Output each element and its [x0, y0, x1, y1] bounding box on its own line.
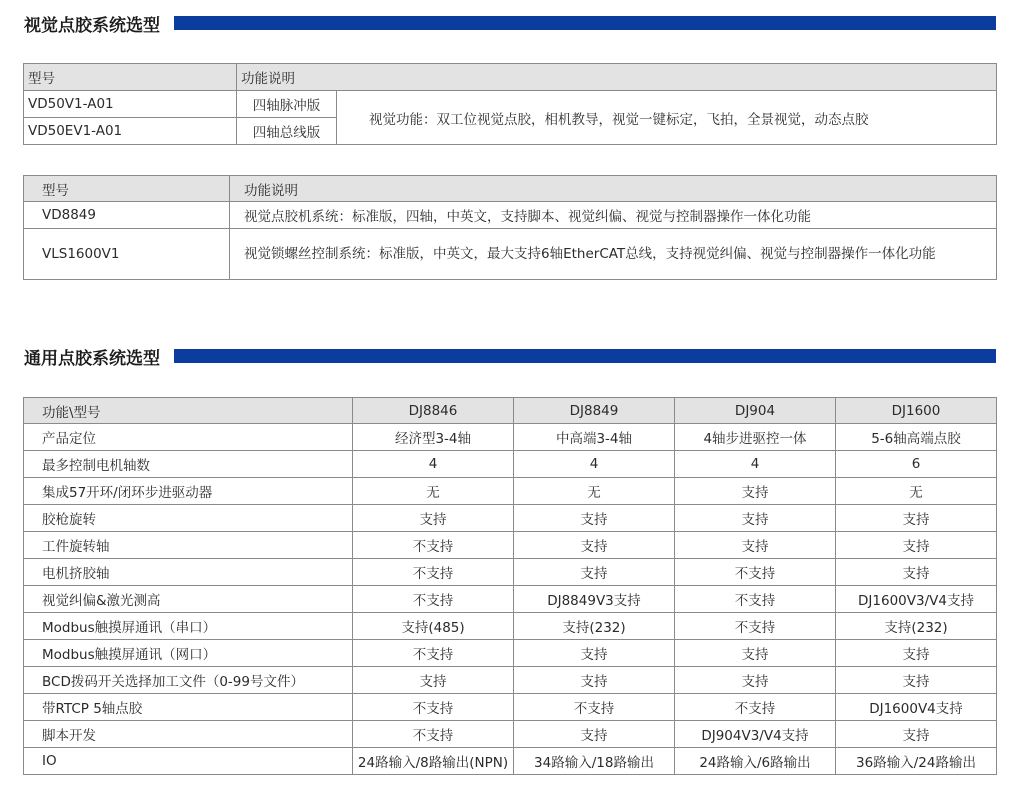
model-cell: VLS1600V1 [24, 229, 230, 280]
vision-table-1 [23, 63, 997, 145]
model-cell: VD50EV1-A01 [24, 118, 237, 145]
header-function: 功能说明 [230, 176, 997, 202]
dj1600-cell: 36路输入/24路输出 [836, 748, 997, 775]
desc-cell: 视觉锁螺丝控制系统：标准版，中英文，最大支持6轴EtherCAT总线，支持视觉纠偏、视觉与控制器操作一体化功能 [230, 229, 997, 280]
dj904-cell: 支持 [675, 667, 836, 694]
dj8849-cell: DJ8849V3支持 [514, 586, 675, 613]
dj8846-cell: 经济型3-4轴 [353, 424, 514, 451]
desc-cell: 视觉点胶机系统：标准版，四轴，中英文，支持脚本、视觉纠偏、视觉与控制器操作一体化功能 [230, 202, 997, 229]
dj1600-cell: 支持 [836, 667, 997, 694]
feature-cell: BCD拨码开关选择加工文件（0-99号文件） [24, 667, 353, 694]
general-section-title-text: 通用点胶系统选型 [24, 348, 160, 369]
dj904-cell: 支持 [675, 505, 836, 532]
table-row [24, 202, 997, 229]
dj8846-cell: 无 [353, 478, 514, 505]
table-row [24, 748, 997, 775]
dj8846-cell: 支持 [353, 505, 514, 532]
table-row [24, 451, 997, 478]
general-section-title [24, 343, 996, 369]
feature-cell: 胶枪旋转 [24, 505, 353, 532]
dj904-cell: 不支持 [675, 586, 836, 613]
dj1600-cell: 支持(232) [836, 613, 997, 640]
feature-cell: Modbus触摸屏通讯（串口） [24, 613, 353, 640]
table-row [24, 91, 997, 118]
dj1600-cell: 支持 [836, 532, 997, 559]
dj8849-cell: 34路输入/18路输出 [514, 748, 675, 775]
title-bar-decoration [174, 16, 996, 30]
dj904-cell: 支持 [675, 478, 836, 505]
dj1600-cell: 支持 [836, 505, 997, 532]
feature-cell: 视觉纠偏&激光测高 [24, 586, 353, 613]
dj8849-cell: 不支持 [514, 694, 675, 721]
feature-cell: IO [24, 748, 353, 775]
dj8846-cell: 不支持 [353, 586, 514, 613]
dj904-cell: 支持 [675, 532, 836, 559]
vision-section-title-text: 视觉点胶系统选型 [24, 15, 160, 36]
table-row [24, 694, 997, 721]
table-row [24, 229, 997, 280]
table-row [24, 505, 997, 532]
header-dj8846: DJ8846 [353, 398, 514, 424]
dj904-cell: 4 [675, 451, 836, 478]
dj8849-cell: 支持 [514, 640, 675, 667]
header-model: 型号 [24, 176, 230, 202]
feature-cell: 集成57开环/闭环步进驱动器 [24, 478, 353, 505]
dj8849-cell: 支持 [514, 532, 675, 559]
dj904-cell: DJ904V3/V4支持 [675, 721, 836, 748]
table-header-row [24, 398, 997, 424]
header-model: 型号 [24, 64, 237, 91]
dj8849-cell: 支持(232) [514, 613, 675, 640]
dj8849-cell: 中高端3-4轴 [514, 424, 675, 451]
model-cell: VD50V1-A01 [24, 91, 237, 118]
dj904-cell: 不支持 [675, 613, 836, 640]
table-row [24, 586, 997, 613]
header-dj904: DJ904 [675, 398, 836, 424]
type-cell: 四轴总线版 [237, 118, 337, 145]
table-header-row [24, 64, 997, 91]
header-dj8849: DJ8849 [514, 398, 675, 424]
dj904-cell: 24路输入/6路输出 [675, 748, 836, 775]
dj8846-cell: 支持 [353, 667, 514, 694]
dj904-cell: 不支持 [675, 559, 836, 586]
dj8846-cell: 不支持 [353, 532, 514, 559]
dj8846-cell: 4 [353, 451, 514, 478]
shared-desc-cell: 视觉功能：双工位视觉点胶，相机教导，视觉一键标定，飞拍，全景视觉，动态点胶 [337, 91, 997, 145]
dj8849-cell: 无 [514, 478, 675, 505]
dj8846-cell: 支持(485) [353, 613, 514, 640]
dj8849-cell: 支持 [514, 721, 675, 748]
table-row [24, 667, 997, 694]
vision-section-title [24, 10, 996, 36]
title-bar-decoration [174, 349, 996, 363]
general-comparison-table [23, 397, 997, 775]
dj1600-cell: 5-6轴高端点胶 [836, 424, 997, 451]
dj1600-cell: 6 [836, 451, 997, 478]
dj1600-cell: 支持 [836, 559, 997, 586]
table-row [24, 559, 997, 586]
dj8849-cell: 支持 [514, 667, 675, 694]
feature-cell: 产品定位 [24, 424, 353, 451]
dj8846-cell: 不支持 [353, 640, 514, 667]
dj904-cell: 4轴步进驱控一体 [675, 424, 836, 451]
feature-cell: Modbus触摸屏通讯（网口） [24, 640, 353, 667]
table-row [24, 532, 997, 559]
table-row [24, 478, 997, 505]
feature-cell: 带RTCP 5轴点胶 [24, 694, 353, 721]
dj8846-cell: 不支持 [353, 721, 514, 748]
header-dj1600: DJ1600 [836, 398, 997, 424]
dj8846-cell: 不支持 [353, 694, 514, 721]
type-cell: 四轴脉冲版 [237, 91, 337, 118]
dj1600-cell: DJ1600V4支持 [836, 694, 997, 721]
model-cell: VD8849 [24, 202, 230, 229]
dj904-cell: 支持 [675, 640, 836, 667]
dj8849-cell: 支持 [514, 559, 675, 586]
table-row [24, 424, 997, 451]
dj8849-cell: 支持 [514, 505, 675, 532]
dj8846-cell: 不支持 [353, 559, 514, 586]
feature-cell: 电机挤胶轴 [24, 559, 353, 586]
dj8849-cell: 4 [514, 451, 675, 478]
dj1600-cell: 无 [836, 478, 997, 505]
dj1600-cell: 支持 [836, 721, 997, 748]
table-header-row [24, 176, 997, 202]
dj1600-cell: 支持 [836, 640, 997, 667]
header-function-model: 功能\型号 [24, 398, 353, 424]
dj1600-cell: DJ1600V3/V4支持 [836, 586, 997, 613]
table-row [24, 640, 997, 667]
table-row [24, 613, 997, 640]
dj904-cell: 不支持 [675, 694, 836, 721]
table-row [24, 721, 997, 748]
feature-cell: 脚本开发 [24, 721, 353, 748]
dj8846-cell: 24路输入/8路输出(NPN) [353, 748, 514, 775]
vision-table-2 [23, 175, 997, 280]
feature-cell: 工件旋转轴 [24, 532, 353, 559]
feature-cell: 最多控制电机轴数 [24, 451, 353, 478]
header-function: 功能说明 [237, 64, 997, 91]
